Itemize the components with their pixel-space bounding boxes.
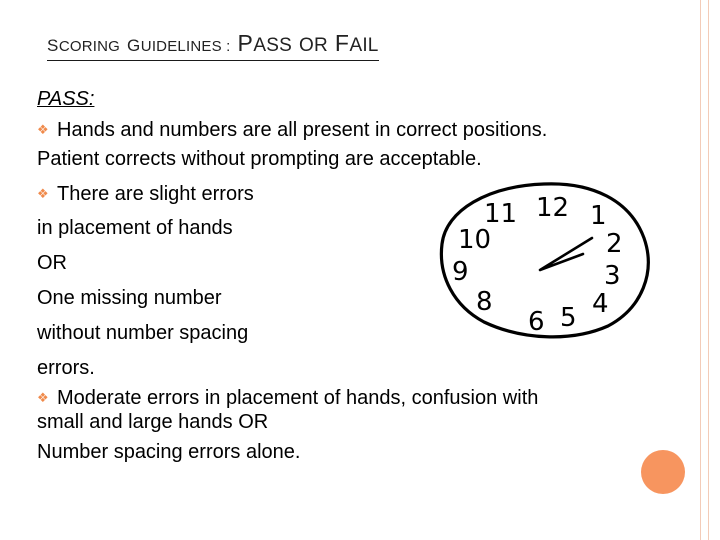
- text-line: [37, 142, 677, 177]
- pass-heading: PASS:: [37, 88, 95, 110]
- bullet-text: errors.: [37, 356, 95, 379]
- bullet-text: OR: [37, 252, 67, 275]
- title-initial: P: [237, 30, 254, 56]
- clock-hands: [540, 238, 592, 270]
- title-text: UIDELINES :: [140, 38, 231, 55]
- bullet-text: There are slight errors: [57, 182, 254, 205]
- clock-numbers: [452, 193, 623, 337]
- bullet-line: [37, 385, 677, 410]
- bullet-text: Patient corrects without prompting are acceptable.: [37, 147, 482, 170]
- diamond-bullet-icon: ❖: [37, 121, 49, 137]
- clock-number: 2: [606, 229, 623, 259]
- bullet-text: Moderate errors in placement of hands, confusion with: [57, 387, 539, 410]
- pass-heading-line: [37, 82, 677, 117]
- bullet-text: in placement of hands: [37, 217, 233, 240]
- right-border-line: [700, 0, 701, 540]
- diamond-bullet-icon: ❖: [37, 185, 49, 201]
- right-border-line: [708, 0, 709, 540]
- title-initial: F: [334, 30, 350, 56]
- clock-number: 12: [536, 193, 570, 223]
- title-text: CORING: [58, 38, 121, 55]
- text-line: [37, 351, 677, 386]
- title-initial: S: [47, 36, 59, 55]
- title-initial: G: [127, 36, 141, 55]
- title-text: AIL: [349, 35, 379, 56]
- title-text: ASS: [253, 35, 292, 56]
- text-line: [37, 410, 677, 435]
- clock-number: 6: [528, 307, 545, 337]
- clock-number: 9: [452, 257, 469, 287]
- bullet-text: small and large hands OR: [37, 411, 269, 434]
- text-line: [37, 435, 677, 470]
- slide-title: [47, 30, 379, 61]
- clock-number: 4: [592, 289, 609, 319]
- clock-number: 3: [604, 261, 621, 291]
- bullet-text: Hands and numbers are all present in correct positions.: [57, 118, 548, 141]
- clock-number: 5: [560, 303, 577, 333]
- clock-number: 10: [458, 225, 492, 255]
- bullet-text: One missing number: [37, 286, 222, 309]
- title-text: OR: [298, 35, 328, 56]
- clock-number: 1: [590, 201, 607, 231]
- clock-number: 8: [476, 287, 493, 317]
- hand-drawn-clock-icon: [432, 180, 664, 342]
- diamond-bullet-icon: ❖: [37, 390, 49, 406]
- bullet-text: Number spacing errors alone.: [37, 441, 301, 464]
- bullet-line: [37, 117, 677, 142]
- bullet-text: without number spacing: [37, 321, 249, 344]
- clock-number: 11: [484, 199, 518, 229]
